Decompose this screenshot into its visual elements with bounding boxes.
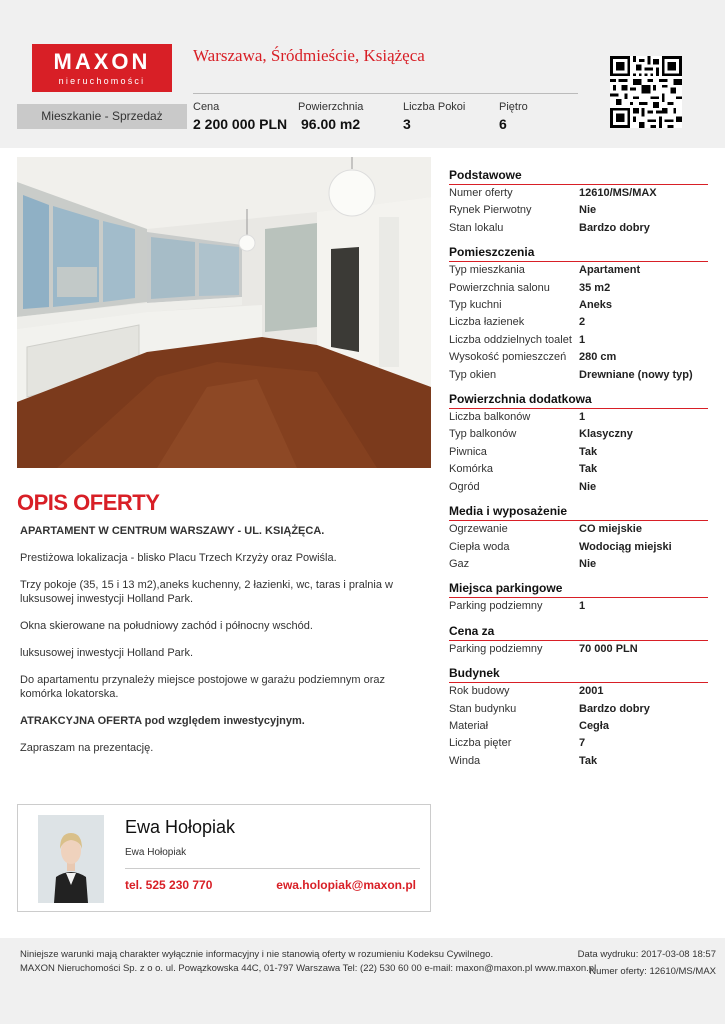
- attribute-label: Ciepła woda: [449, 540, 510, 553]
- attribute-row: [449, 349, 708, 366]
- footer-company: MAXON Nieruchomości Sp. z o o. ul. Powązkowska 44C, 01-797 Warszawa Tel: (22) 530 60 00 e-mail: maxon@maxon.pl www.maxon.pl: [20, 963, 597, 974]
- header-band: [0, 0, 725, 148]
- description-body: [20, 524, 420, 768]
- print-date: Data wydruku: 2017-03-08 18:57: [577, 949, 716, 960]
- description-paragraph: Trzy pokoje (35, 15 i 13 m2),aneks kuchenny, 2 łazienki, wc, taras i pralnia w luksusowej inwestycji Holland Park.: [20, 579, 393, 605]
- attribute-value: Tak: [579, 754, 598, 767]
- section-title: Cena za: [449, 624, 708, 641]
- agent-portrait: [38, 815, 104, 903]
- attribute-row: [449, 556, 708, 573]
- attribute-value: Tak: [579, 445, 598, 458]
- attribute-row: [449, 598, 708, 615]
- attribute-label: Gaz: [449, 557, 470, 570]
- section-title: Podstawowe: [449, 168, 708, 185]
- stat-label: Piętro: [499, 101, 528, 113]
- attribute-value: Aneks: [579, 299, 613, 312]
- description-paragraph: Okna skierowane na południowy zachód i północny wschód.: [20, 620, 313, 632]
- attribute-label: Powierzchnia salonu: [449, 281, 550, 294]
- description-paragraph: APARTAMENT W CENTRUM WARSZAWY - UL. KSIĄŻĘCA.: [20, 525, 325, 537]
- attribute-value: 7: [579, 737, 586, 750]
- attribute-row: [449, 185, 708, 202]
- footer: [0, 938, 725, 1024]
- attribute-row: [449, 367, 708, 384]
- attribute-row: [449, 262, 708, 279]
- footer-disclaimer: Niniejsze warunki mają charakter wyłącznie informacyjny i nie stanowią oferty w rozumieniu Kodeksu Cywilnego.: [20, 949, 494, 960]
- footer-legal: [20, 948, 596, 976]
- attribute-row: [449, 701, 708, 718]
- attribute-row: [449, 461, 708, 478]
- agent-card: [17, 804, 431, 912]
- section-title: Powierzchnia dodatkowa: [449, 392, 708, 409]
- attribute-label: Parking podziemny: [449, 642, 543, 655]
- stat-value: 6: [499, 116, 507, 132]
- section-title: Miejsca parkingowe: [449, 581, 708, 598]
- stat-price: [193, 100, 287, 134]
- attribute-row: [449, 735, 708, 752]
- attribute-label: Ogrzewanie: [449, 523, 508, 536]
- attribute-row: [449, 426, 708, 443]
- footer-offer-number: Numer oferty: 12610/MS/MAX: [589, 966, 716, 977]
- attribute-value: 280 cm: [579, 351, 617, 364]
- attribute-value: 2: [579, 316, 586, 329]
- stat-value: 96.00 m2: [301, 116, 361, 132]
- description-paragraph: luksusowej inwestycji Holland Park.: [20, 647, 194, 659]
- header-divider: [193, 93, 578, 94]
- logo-subtitle: nieruchomości: [58, 76, 146, 86]
- attribute-label: Stan lokalu: [449, 221, 504, 234]
- attribute-row: [449, 479, 708, 496]
- attribute-label: Numer oferty: [449, 187, 513, 199]
- attribute-label: Stan budynku: [449, 702, 517, 715]
- logo-brand: MAXON: [53, 49, 151, 74]
- property-photo[interactable]: [17, 157, 431, 468]
- attribute-row: [449, 332, 708, 349]
- attribute-row: [449, 409, 708, 426]
- stat-rooms: [403, 100, 465, 134]
- attribute-row: [449, 683, 708, 700]
- attribute-value: Klasyczny: [579, 428, 633, 441]
- description-title: OPIS OFERTY: [17, 490, 160, 515]
- attribute-value: 1: [579, 600, 586, 613]
- attribute-value: Cegła: [579, 719, 609, 732]
- attribute-value: 70 000 PLN: [579, 642, 638, 655]
- stat-floor: [499, 100, 528, 134]
- attribute-label: Liczba pięter: [449, 737, 512, 750]
- agent-email[interactable]: ewa.holopiak@maxon.pl: [276, 878, 416, 892]
- attribute-label: Rynek Pierwotny: [449, 204, 532, 217]
- attribute-value: Nie: [579, 480, 597, 493]
- stat-area: [298, 100, 363, 134]
- attribute-value: Bardzo dobry: [579, 221, 650, 234]
- stat-label: Liczba Pokoi: [403, 101, 466, 113]
- attribute-label: Parking podziemny: [449, 600, 543, 613]
- attribute-row: [449, 641, 708, 658]
- qr-code-icon[interactable]: [610, 56, 682, 128]
- attribute-row: [449, 280, 708, 297]
- attribute-value: 12610/MS/MAX: [579, 187, 657, 199]
- agent-name: Ewa Hołopiak: [125, 817, 236, 837]
- attribute-label: Typ balkonów: [449, 428, 517, 441]
- attribute-label: Liczba balkonów: [449, 411, 531, 424]
- listing-location: Warszawa, Śródmieście, Książęca: [193, 46, 425, 65]
- stat-label: Powierzchnia: [298, 101, 364, 113]
- attribute-row: [449, 718, 708, 735]
- attribute-value: Tak: [579, 463, 598, 476]
- attribute-row: [449, 521, 708, 538]
- attribute-row: [449, 202, 708, 219]
- attribute-value: Bardzo dobry: [579, 702, 650, 715]
- attribute-row: [449, 314, 708, 331]
- attribute-value: 35 m2: [579, 281, 611, 294]
- attribute-label: Liczba łazienek: [449, 316, 525, 329]
- section-title: Pomieszczenia: [449, 245, 708, 262]
- attribute-value: Apartament: [579, 264, 641, 277]
- attribute-label: Komórka: [449, 463, 494, 476]
- attribute-value: 2001: [579, 685, 604, 698]
- attribute-value: Nie: [579, 204, 597, 217]
- description-paragraph: Do apartamentu przynależy miejsce postojowe w garażu podziemnym oraz komórka lokatorska.: [20, 674, 386, 700]
- footer-meta: [578, 948, 716, 979]
- attribute-label: Typ mieszkania: [449, 264, 525, 277]
- attribute-row: [449, 539, 708, 556]
- stat-value: 3: [403, 116, 411, 132]
- agent-subtitle: Ewa Hołopiak: [125, 847, 187, 858]
- attribute-row: [449, 444, 708, 461]
- stat-value: 2 200 000 PLN: [193, 116, 288, 132]
- agent-phone[interactable]: tel. 525 230 770: [125, 878, 213, 892]
- attribute-value: Wodociąg miejski: [579, 540, 672, 553]
- attributes-panel: [449, 168, 708, 770]
- attribute-label: Typ okien: [449, 368, 497, 381]
- attribute-row: [449, 297, 708, 314]
- attribute-value: CO miejskie: [579, 523, 642, 536]
- attribute-label: Typ kuchni: [449, 299, 502, 312]
- attribute-label: Liczba oddzielnych toalet: [449, 333, 572, 346]
- category-badge: Mieszkanie - Sprzedaż: [17, 104, 187, 129]
- attribute-label: Piwnica: [449, 445, 487, 458]
- attribute-row: [449, 220, 708, 237]
- attribute-value: 1: [579, 411, 586, 424]
- section-title: Budynek: [449, 666, 708, 683]
- section-title: Media i wyposażenie: [449, 504, 708, 521]
- attribute-value: Nie: [579, 557, 597, 570]
- maxon-logo[interactable]: [32, 44, 172, 92]
- description-paragraph: Prestiżowa lokalizacja - blisko Placu Trzech Krzyży oraz Powiśla.: [20, 552, 337, 564]
- attribute-label: Winda: [449, 754, 481, 767]
- attribute-label: Materiał: [449, 719, 489, 732]
- attribute-value: 1: [579, 333, 586, 346]
- attribute-value: Drewniane (nowy typ): [579, 368, 693, 381]
- agent-divider: [125, 868, 420, 869]
- attribute-row: [449, 753, 708, 770]
- description-paragraph: Zapraszam na prezentację.: [20, 742, 154, 754]
- description-paragraph: ATRAKCYJNA OFERTA pod względem inwestycyjnym.: [20, 715, 305, 727]
- attribute-label: Rok budowy: [449, 685, 510, 698]
- stat-label: Cena: [193, 101, 220, 113]
- attribute-label: Wysokość pomieszczeń: [449, 351, 567, 364]
- attribute-label: Ogród: [449, 480, 480, 493]
